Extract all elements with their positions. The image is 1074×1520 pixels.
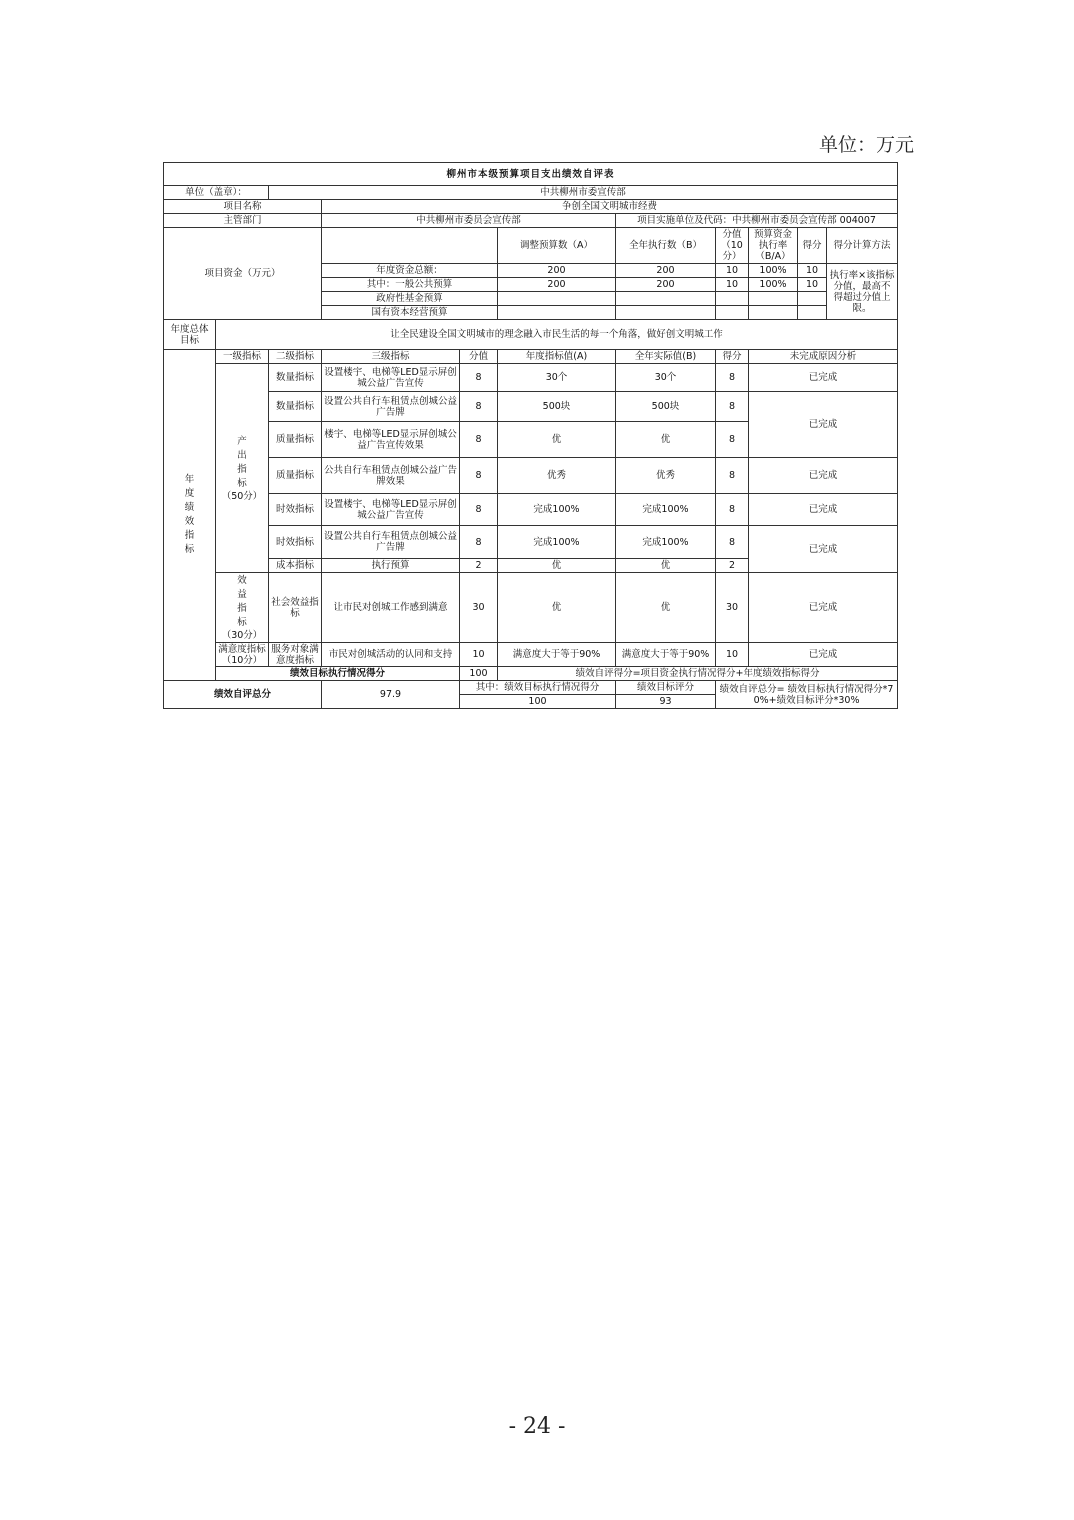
funds-row-rate xyxy=(749,292,798,306)
indicator-weight: 8 xyxy=(460,494,498,526)
indicator-target: 满意度大于等于90% xyxy=(498,643,616,667)
funds-row-score: 10 xyxy=(798,278,827,292)
dept-label: 主管部门 xyxy=(164,214,322,228)
exec-score-value: 100 xyxy=(460,667,498,681)
funds-row-weight xyxy=(716,306,749,320)
indicator-level2: 时效指标 xyxy=(269,526,322,559)
indicator-target: 优 xyxy=(498,559,616,573)
indicator-weight: 8 xyxy=(460,364,498,392)
funds-row-executed xyxy=(616,306,716,320)
indicator-weight: 30 xyxy=(460,573,498,643)
funds-header-weight: 分值（10分） xyxy=(716,228,749,264)
sub-eval-value: 93 xyxy=(616,695,716,709)
unit-note: 单位：万元 xyxy=(818,134,914,156)
benefit-indicator-label: 效益指标 （30分） xyxy=(216,573,269,643)
indicator-actual: 满意度大于等于90% xyxy=(616,643,716,667)
goal-label: 年度总体目标 xyxy=(164,320,216,350)
total-formula: 绩效自评总分= 绩效目标执行情况得分*70%+绩效目标评分*30% xyxy=(716,681,898,709)
total-score-value: 97.9 xyxy=(322,681,460,709)
funds-row-rate: 100% xyxy=(749,278,798,292)
funds-header-adjusted: 调整预算数（A） xyxy=(498,228,616,264)
indicator-weight: 8 xyxy=(460,526,498,559)
indicator-target: 优 xyxy=(498,573,616,643)
dept-value: 中共柳州市委员会宣传部 xyxy=(322,214,616,228)
indicator-score: 2 xyxy=(716,559,749,573)
indicator-target: 优秀 xyxy=(498,458,616,494)
funds-row-label: 年度资金总额： xyxy=(322,264,498,278)
indicator-reason: 已完成 xyxy=(749,573,898,643)
indicator-score: 30 xyxy=(716,573,749,643)
indicator-reason: 已完成 xyxy=(749,392,898,458)
indicator-target: 完成100% xyxy=(498,526,616,559)
sub-exec-label: 其中：绩效目标执行情况得分 xyxy=(460,681,616,695)
indicator-reason: 已完成 xyxy=(749,494,898,526)
indicator-weight: 8 xyxy=(460,392,498,422)
indicator-weight: 8 xyxy=(460,458,498,494)
indicator-level3: 设置公共自行车租赁点创城公益广告牌 xyxy=(322,526,460,559)
indicator-weight: 8 xyxy=(460,422,498,458)
funds-row-adjusted: 200 xyxy=(498,278,616,292)
ind-header-level3: 三级指标 xyxy=(322,350,460,364)
funds-row-label: 其中：一般公共预算 xyxy=(322,278,498,292)
funds-header-executed: 全年执行数（B） xyxy=(616,228,716,264)
ind-header-level1: 一级指标 xyxy=(216,350,269,364)
funds-row-score xyxy=(798,292,827,306)
indicator-level2: 社会效益指标 xyxy=(269,573,322,643)
funds-row-weight xyxy=(716,292,749,306)
indicator-level2: 数量指标 xyxy=(269,364,322,392)
indicator-reason: 已完成 xyxy=(749,643,898,667)
sub-eval-label: 绩效目标评分 xyxy=(616,681,716,695)
indicator-actual: 优秀 xyxy=(616,458,716,494)
indicator-score: 8 xyxy=(716,422,749,458)
indicator-weight: 10 xyxy=(460,643,498,667)
indicator-actual: 500块 xyxy=(616,392,716,422)
indicator-level3: 设置公共自行车租赁点创城公益广告牌 xyxy=(322,392,460,422)
indicators-side-label: 年度绩效指标 xyxy=(164,350,216,681)
indicator-level3: 设置楼宇、电梯等LED显示屏创城公益广告宣传 xyxy=(322,494,460,526)
funds-row-executed: 200 xyxy=(616,278,716,292)
indicator-score: 8 xyxy=(716,392,749,422)
indicator-level2: 质量指标 xyxy=(269,458,322,494)
funds-row-label: 国有资本经营预算 xyxy=(322,306,498,320)
indicator-score: 8 xyxy=(716,494,749,526)
indicator-reason: 已完成 xyxy=(749,526,898,573)
exec-score-label: 绩效目标执行情况得分 xyxy=(216,667,460,681)
indicator-score: 10 xyxy=(716,643,749,667)
indicator-target: 500块 xyxy=(498,392,616,422)
ind-header-actual: 全年实际值(B) xyxy=(616,350,716,364)
ind-header-reason: 未完成原因分析 xyxy=(749,350,898,364)
table-title: 柳州市本级预算项目支出绩效自评表 xyxy=(164,163,898,186)
goal-text: 让全民建设全国文明城市的理念融入市民生活的每一个角落，做好创文明城工作 xyxy=(216,320,898,350)
indicator-target: 30个 xyxy=(498,364,616,392)
output-indicator-label: 产出指标 （50分） xyxy=(216,364,269,573)
indicator-reason: 已完成 xyxy=(749,364,898,392)
indicator-level3: 市民对创城活动的认同和支持 xyxy=(322,643,460,667)
unit-label: 单位（盖章）： xyxy=(164,186,269,200)
exec-formula: 绩效自评得分=项目资金执行情况得分+年度绩效指标得分 xyxy=(498,667,898,681)
indicator-level3: 楼宇、电梯等LED显示屏创城公益广告宣传效果 xyxy=(322,422,460,458)
funds-row-adjusted xyxy=(498,306,616,320)
total-score-label: 绩效自评总分 xyxy=(164,681,322,709)
indicator-level2: 数量指标 xyxy=(269,392,322,422)
indicator-actual: 优 xyxy=(616,573,716,643)
project-name-label: 项目名称 xyxy=(164,200,322,214)
performance-evaluation-table xyxy=(163,162,898,709)
indicator-weight: 2 xyxy=(460,559,498,573)
indicator-level2: 时效指标 xyxy=(269,494,322,526)
indicator-level2: 成本指标 xyxy=(269,559,322,573)
indicator-target: 完成100% xyxy=(498,494,616,526)
ind-header-weight: 分值 xyxy=(460,350,498,364)
funds-row-rate xyxy=(749,306,798,320)
funds-label: 项目资金（万元） xyxy=(164,228,322,320)
funds-row-rate: 100% xyxy=(749,264,798,278)
ind-header-level2: 二级指标 xyxy=(269,350,322,364)
ind-header-score: 得分 xyxy=(716,350,749,364)
sub-exec-value: 100 xyxy=(460,695,616,709)
unit-value: 中共柳州市委宣传部 xyxy=(269,186,898,200)
indicator-level3: 让市民对创城工作感到满意 xyxy=(322,573,460,643)
funds-method-text: 执行率×该指标分值，最高不得超过分值上限。 xyxy=(827,264,898,320)
indicator-score: 8 xyxy=(716,526,749,559)
funds-row-adjusted xyxy=(498,292,616,306)
funds-row-score: 10 xyxy=(798,264,827,278)
indicator-level3: 执行预算 xyxy=(322,559,460,573)
funds-header-score: 得分 xyxy=(798,228,827,264)
funds-header-rate: 预算资金执行率（B/A） xyxy=(749,228,798,264)
funds-row-weight: 10 xyxy=(716,278,749,292)
indicator-level2: 质量指标 xyxy=(269,422,322,458)
funds-row-weight: 10 xyxy=(716,264,749,278)
indicator-actual: 优 xyxy=(616,559,716,573)
indicator-reason: 已完成 xyxy=(749,458,898,494)
funds-row-executed xyxy=(616,292,716,306)
project-name-value: 争创全国文明城市经费 xyxy=(322,200,898,214)
funds-header-blank xyxy=(322,228,498,264)
indicator-actual: 完成100% xyxy=(616,494,716,526)
indicator-target: 优 xyxy=(498,422,616,458)
page-number: - 24 - xyxy=(508,1414,566,1439)
impl-label: 项目实施单位及代码：中共柳州市委员会宣传部 004007 xyxy=(616,214,898,228)
indicator-score: 8 xyxy=(716,364,749,392)
satisfaction-indicator-label: 满意度指标（10分） xyxy=(216,643,269,667)
indicator-score: 8 xyxy=(716,458,749,494)
funds-row-executed: 200 xyxy=(616,264,716,278)
ind-header-target: 年度指标值(A) xyxy=(498,350,616,364)
indicator-actual: 30个 xyxy=(616,364,716,392)
funds-row-score xyxy=(798,306,827,320)
funds-row-label: 政府性基金预算 xyxy=(322,292,498,306)
indicator-level3: 设置楼宇、电梯等LED显示屏创城公益广告宣传 xyxy=(322,364,460,392)
indicator-level3: 公共自行车租赁点创城公益广告牌效果 xyxy=(322,458,460,494)
indicator-actual: 完成100% xyxy=(616,526,716,559)
funds-row-adjusted: 200 xyxy=(498,264,616,278)
indicator-level2: 服务对象满意度指标 xyxy=(269,643,322,667)
funds-header-method: 得分计算方法 xyxy=(827,228,898,264)
indicator-actual: 优 xyxy=(616,422,716,458)
